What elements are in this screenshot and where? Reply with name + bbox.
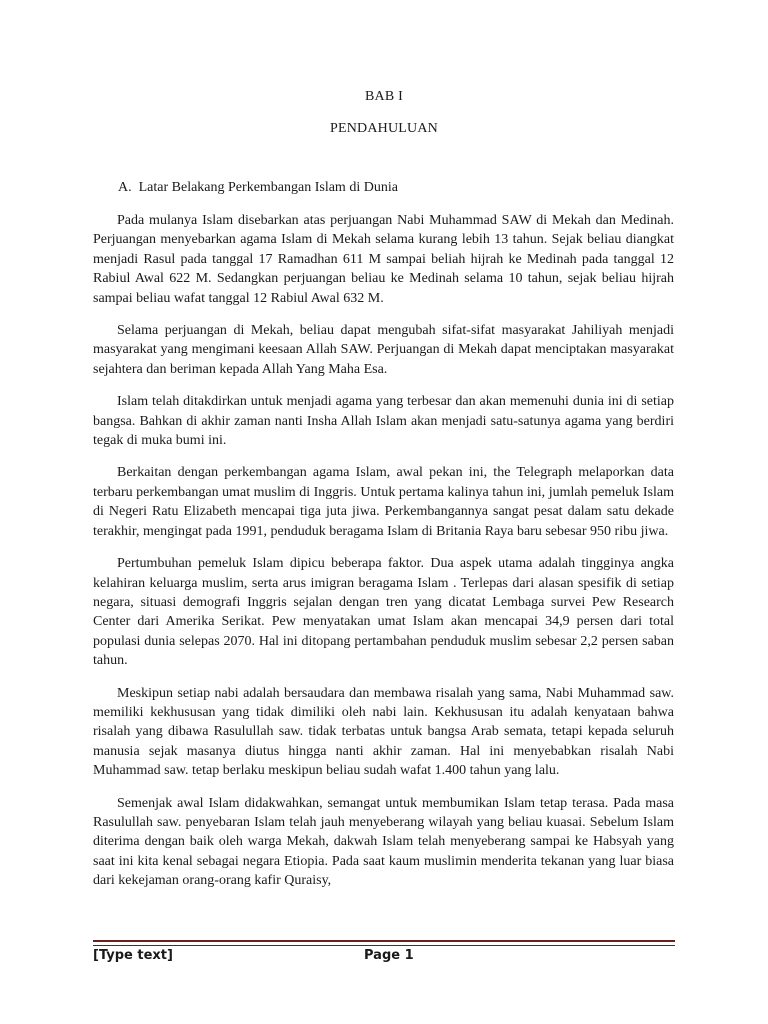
section-heading [118,180,398,196]
chapter-title: PENDAHULUAN [330,121,438,136]
section-label: A. [118,180,132,195]
footer-divider-thin [93,945,675,946]
chapter-number: BAB I [365,89,403,104]
paragraph: Berkaitan dengan perkembangan agama Islam, awal pekan ini, the Telegraph melaporkan data terbaru perkembangan umat muslim di Inggris. Untuk pertama kalinya tahun ini, jumlah pemeluk Islam di Negeri Ratu Elizabeth mencapai tiga juta jiwa. Perkembangannya sangat pesat dalam satu dekade terakhir, mengingat pada 1991, penduduk beragama Islam di Britania Raya baru sebesar 950 ribu jiwa. [93,465,674,539]
body-text [93,211,674,904]
page-number: Page 1 [364,948,414,963]
paragraph: Pada mulanya Islam disebarkan atas perjuangan Nabi Muhammad SAW di Mekah dan Medinah. Perjuangan menyebarkan agama Islam di Mekah selama kurang lebih 13 tahun. Sejak beliau diangkat menjadi Rasul pada tanggal 17 Ramadhan 611 M sampai beliah hijrah ke Medinah pada tanggal 12 Rabiul Awal 622 M. Sedangkan perjuangan beliau ke Medinah selama 10 tahun, sejak beliau hijrah sampai beliau wafat tanggal 12 Rabiul Awal 632 M. [93,213,674,306]
paragraph: Semenjak awal Islam didakwahkan, semangat untuk membumikan Islam tetap terasa. Pada masa Rasulullah saw. penyebaran Islam telah jauh menyeberang wilayah yang beliau kuasai. Sebelum Islam diterima dengan baik oleh warga Mekah, dakwah Islam telah menyeberang sampai ke Habsyah yang saat ini kita kenal sebagai negara Etiopia. Pada saat kaum muslimin menderita tekanan yang luar biasa dari kekejaman orang-orang kafir Quraisy, [93,795,674,889]
footer-type-text: [Type text] [93,948,173,963]
section-title: Latar Belakang Perkembangan Islam di Dunia [138,180,398,195]
paragraph: Selama perjuangan di Mekah, beliau dapat mengubah sifat-sifat masyarakat Jahiliyah menjadi masyarakat yang mengimani keesaan Allah SAW. Perjuangan di Mekah dapat menciptakan masyarakat sejahtera dan beriman kepada Allah Yang Maha Esa. [93,323,674,377]
paragraph: Islam telah ditakdirkan untuk menjadi agama yang terbesar dan akan memenuhi dunia ini di setiap bangsa. Bahkan di akhir zaman nanti Insha Allah Islam akan menjadi satu-satunya agama yang berdiri tegak di muka bumi ini. [93,394,674,449]
footer-divider [93,940,675,942]
paragraph: Pertumbuhan pemeluk Islam dipicu beberapa faktor. Dua aspek utama adalah tingginya angka kelahiran keluarga muslim, serta arus imigran beragama Islam . Terlepas dari alasan spesifik di setiap negara, situasi demografi Inggris sejalan dengan tren yang dicatat Lembaga survei Pew Research Center dari Amerika Serikat. Pew menyatakan umat Islam akan mencapai 34,9 persen dari total populasi dunia selepas 2070. Hal ini ditopang pertambahan penduduk muslim sebesar 2,2 persen saban tahun. [93,556,674,669]
paragraph: Meskipun setiap nabi adalah bersaudara dan membawa risalah yang sama, Nabi Muhammad saw. memiliki kekhususan yang tidak dimiliki oleh nabi lain. Kekhususan itu adalah kenyataan bahwa risalah yang dibawa Rasulullah saw. tidak terbatas untuk bangsa Arab semata, tetapi kepada seluruh manusia sejak masanya diutus hingga nanti akhir zaman. Hal ini menyebabkan risalah Nabi Muhammad saw. tetap berlaku meskipun beliau sudah wafat 1.400 tahun yang lalu. [93,685,674,779]
